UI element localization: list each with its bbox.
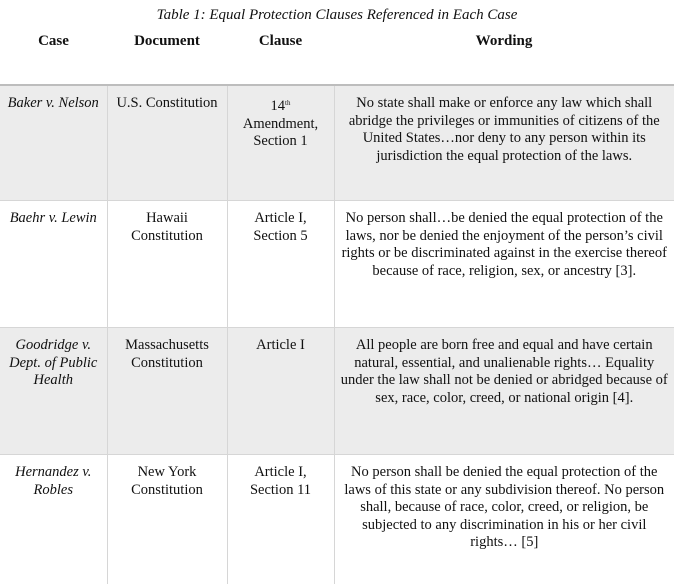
header-document: Document: [107, 30, 227, 85]
wording-cell: No person shall be denied the equal protection of the laws of this state or any subdivision thereof. No person shall, because of race, color, creed, or religion, be subjected to any discrimination in his or her civil rights… [5]: [334, 455, 674, 584]
table-row: [0, 85, 674, 201]
table-header-row: [0, 30, 674, 85]
equal-protection-table: [0, 30, 674, 584]
case-cell: Baehr v. Lewin: [0, 201, 107, 328]
clause-cell: Article I: [227, 328, 334, 455]
clause-cell: Article I, Section 5: [227, 201, 334, 328]
case-cell: Baker v. Nelson: [0, 85, 107, 201]
document-cell: U.S. Constitution: [107, 85, 227, 201]
document-cell: Massachusetts Constitution: [107, 328, 227, 455]
header-wording: Wording: [334, 30, 674, 85]
clause-cell: [227, 85, 334, 201]
table-row: [0, 455, 674, 584]
clause-number: 14: [271, 98, 286, 114]
case-cell: Goodridge v. Dept. of Public Health: [0, 328, 107, 455]
document-cell: Hawaii Constitution: [107, 201, 227, 328]
table-row: [0, 201, 674, 328]
header-case: Case: [0, 30, 107, 85]
wording-cell: All people are born free and equal and have certain natural, essential, and unalienable rights… Equality under the law shall not be denied or abridged because of sex, race, color, creed, or national origin [4].: [334, 328, 674, 455]
wording-cell: No person shall…be denied the equal protection of the laws, nor be denied the enjoyment of the person’s civil rights or be discriminated against in the exercise thereof because of race, religion, sex, or ancestry [3].: [334, 201, 674, 328]
clause-rest: Amendment, Section 1: [243, 116, 318, 150]
header-clause: Clause: [227, 30, 334, 85]
table-caption: Table 1: Equal Protection Clauses Referenced in Each Case: [0, 7, 674, 24]
clause-cell: Article I, Section 11: [227, 455, 334, 584]
table-row: [0, 328, 674, 455]
case-cell: Hernandez v. Robles: [0, 455, 107, 584]
document-cell: New York Constitution: [107, 455, 227, 584]
wording-cell: No state shall make or enforce any law which shall abridge the privileges or immunities of citizens of the United States…nor deny to any person within its jurisdiction the equal protection of the laws.: [334, 85, 674, 201]
clause-ordinal-suffix: th: [285, 99, 290, 107]
